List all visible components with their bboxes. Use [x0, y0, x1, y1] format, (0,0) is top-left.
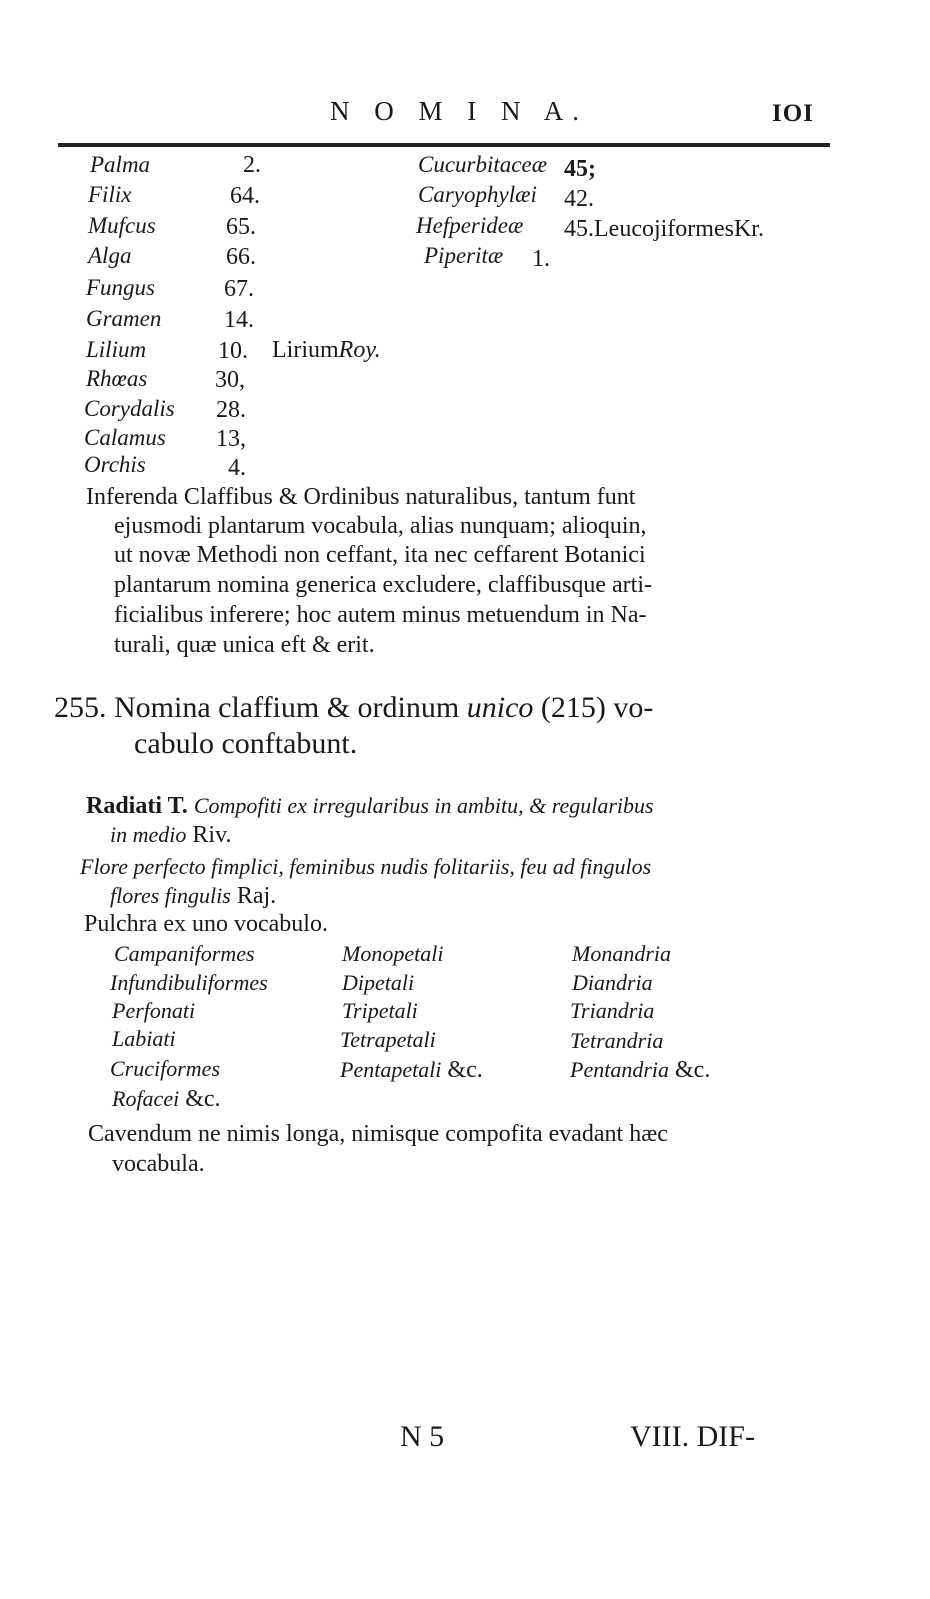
left-name: Filix — [88, 182, 132, 207]
left-num: 30, — [215, 367, 245, 393]
signature-mark: N 5 — [400, 1420, 445, 1453]
left-num: 4. — [228, 455, 246, 481]
left-name: Rhœas — [86, 366, 148, 391]
example-col3-last — [570, 1057, 710, 1084]
example-col2: Monopetali — [342, 941, 444, 966]
section-italic-word: unico — [466, 691, 534, 724]
radiati-line2 — [110, 820, 232, 850]
left-num: 66. — [226, 244, 256, 270]
section-text: Nomina claffium & ordinum — [114, 691, 460, 724]
paragraph-line: ficialibus inferere; hoc autem minus metuendum in Na- — [114, 602, 647, 628]
paragraph-line: plantarum nomina generica excludere, claffibusque arti- — [114, 572, 652, 598]
right-num: 45.LeucojiformesKr. — [564, 216, 764, 242]
flore-author: Raj. — [236, 883, 277, 909]
left-name: Orchis — [84, 452, 146, 477]
cavendum-line: vocabula. — [112, 1151, 205, 1177]
paragraph-line: turali, quæ unica eft & erit. — [114, 632, 375, 658]
section-255-line2: cabulo conftabunt. — [134, 727, 358, 760]
example-col1: Infundibuliformes — [110, 970, 268, 995]
section-255-line1 — [54, 690, 653, 726]
example-col2: Tetrapetali — [340, 1027, 436, 1052]
example-col1: Perfonati — [112, 998, 196, 1023]
radiati-line — [86, 791, 654, 821]
left-name: Alga — [88, 243, 132, 268]
etc: &c. — [447, 1057, 483, 1083]
left-name: Mufcus — [88, 213, 156, 238]
left-name: Lilium — [86, 337, 147, 362]
example-col2-last — [340, 1057, 483, 1084]
left-name: Corydalis — [84, 396, 175, 421]
page-title: N O M I N A. — [330, 96, 589, 126]
radiati-text-2: in medio — [110, 822, 187, 847]
flore-text-2: flores fingulis — [110, 883, 231, 908]
etc: &c. — [185, 1086, 221, 1112]
left-name: Gramen — [86, 306, 162, 331]
example-col3: Diandria — [572, 970, 653, 995]
example-col3: Monandria — [572, 941, 671, 966]
left-num: 14. — [224, 307, 254, 333]
radiati-text: Compofiti ex irregularibus in ambitu, & regularibus — [193, 793, 654, 818]
left-num: 13, — [216, 426, 246, 452]
right-num: 1. — [532, 246, 550, 272]
page-number: IOI — [772, 100, 814, 127]
left-num: 10. — [218, 338, 248, 364]
lilium-annotation — [272, 337, 381, 364]
pulchra-line: Pulchra ex uno vocabulo. — [84, 911, 328, 937]
radiati-label: Radiati T. — [86, 793, 188, 819]
cavendum-line: Cavendum ne nimis longa, nimisque compofita evadant hæc — [88, 1121, 668, 1147]
radiati-author: Riv. — [192, 822, 232, 848]
section-text-tail: (215) vo- — [540, 691, 654, 724]
flore-line2 — [110, 881, 276, 911]
example-col1-last — [112, 1086, 221, 1113]
catchword: VIII. DIF- — [630, 1420, 755, 1453]
example-col2: Dipetali — [342, 970, 415, 995]
flore-line: Flore perfecto fimplici, feminibus nudis folitariis, feu ad fingulos — [80, 854, 652, 879]
example-col1: Campaniformes — [114, 941, 255, 966]
left-name: Palma — [90, 152, 151, 177]
header-rule — [58, 143, 830, 147]
left-name: Fungus — [86, 275, 155, 300]
annotation-text: Lirium — [272, 337, 339, 363]
example-col3: Tetrandria — [570, 1028, 664, 1053]
right-num: 45; — [564, 156, 596, 182]
section-number: 255. — [54, 691, 107, 724]
left-num: 64. — [230, 183, 260, 209]
left-num: 2. — [243, 152, 261, 178]
example-col3-text: Pentandria — [570, 1057, 669, 1082]
example-col1: Cruciformes — [110, 1056, 220, 1081]
paragraph-line: ut novæ Methodi non ceffant, ita nec ceffarent Botanici — [114, 542, 646, 568]
paragraph-line: Inferenda Claffibus & Ordinibus naturalibus, tantum funt — [86, 484, 636, 510]
right-name: Piperitæ — [424, 243, 504, 268]
left-num: 65. — [226, 214, 256, 240]
paragraph-line: ejusmodi plantarum vocabula, alias nunquam; alioquin, — [114, 513, 647, 539]
left-num: 67. — [224, 276, 254, 302]
right-name: Hefperideæ — [416, 213, 524, 238]
right-name: Caryophylæi — [418, 182, 537, 207]
annotation-author: Roy. — [338, 337, 381, 363]
example-col3: Triandria — [570, 998, 655, 1023]
right-num: 42. — [564, 186, 594, 212]
etc: &c. — [675, 1057, 711, 1083]
example-col1-text: Rofacei — [112, 1086, 180, 1111]
left-num: 28. — [216, 397, 246, 423]
example-col2-text: Pentapetali — [340, 1057, 442, 1082]
example-col1: Labiati — [112, 1026, 176, 1051]
example-col2: Tripetali — [342, 998, 418, 1023]
left-name: Calamus — [84, 425, 166, 450]
right-name: Cucurbitaceæ — [418, 152, 548, 177]
